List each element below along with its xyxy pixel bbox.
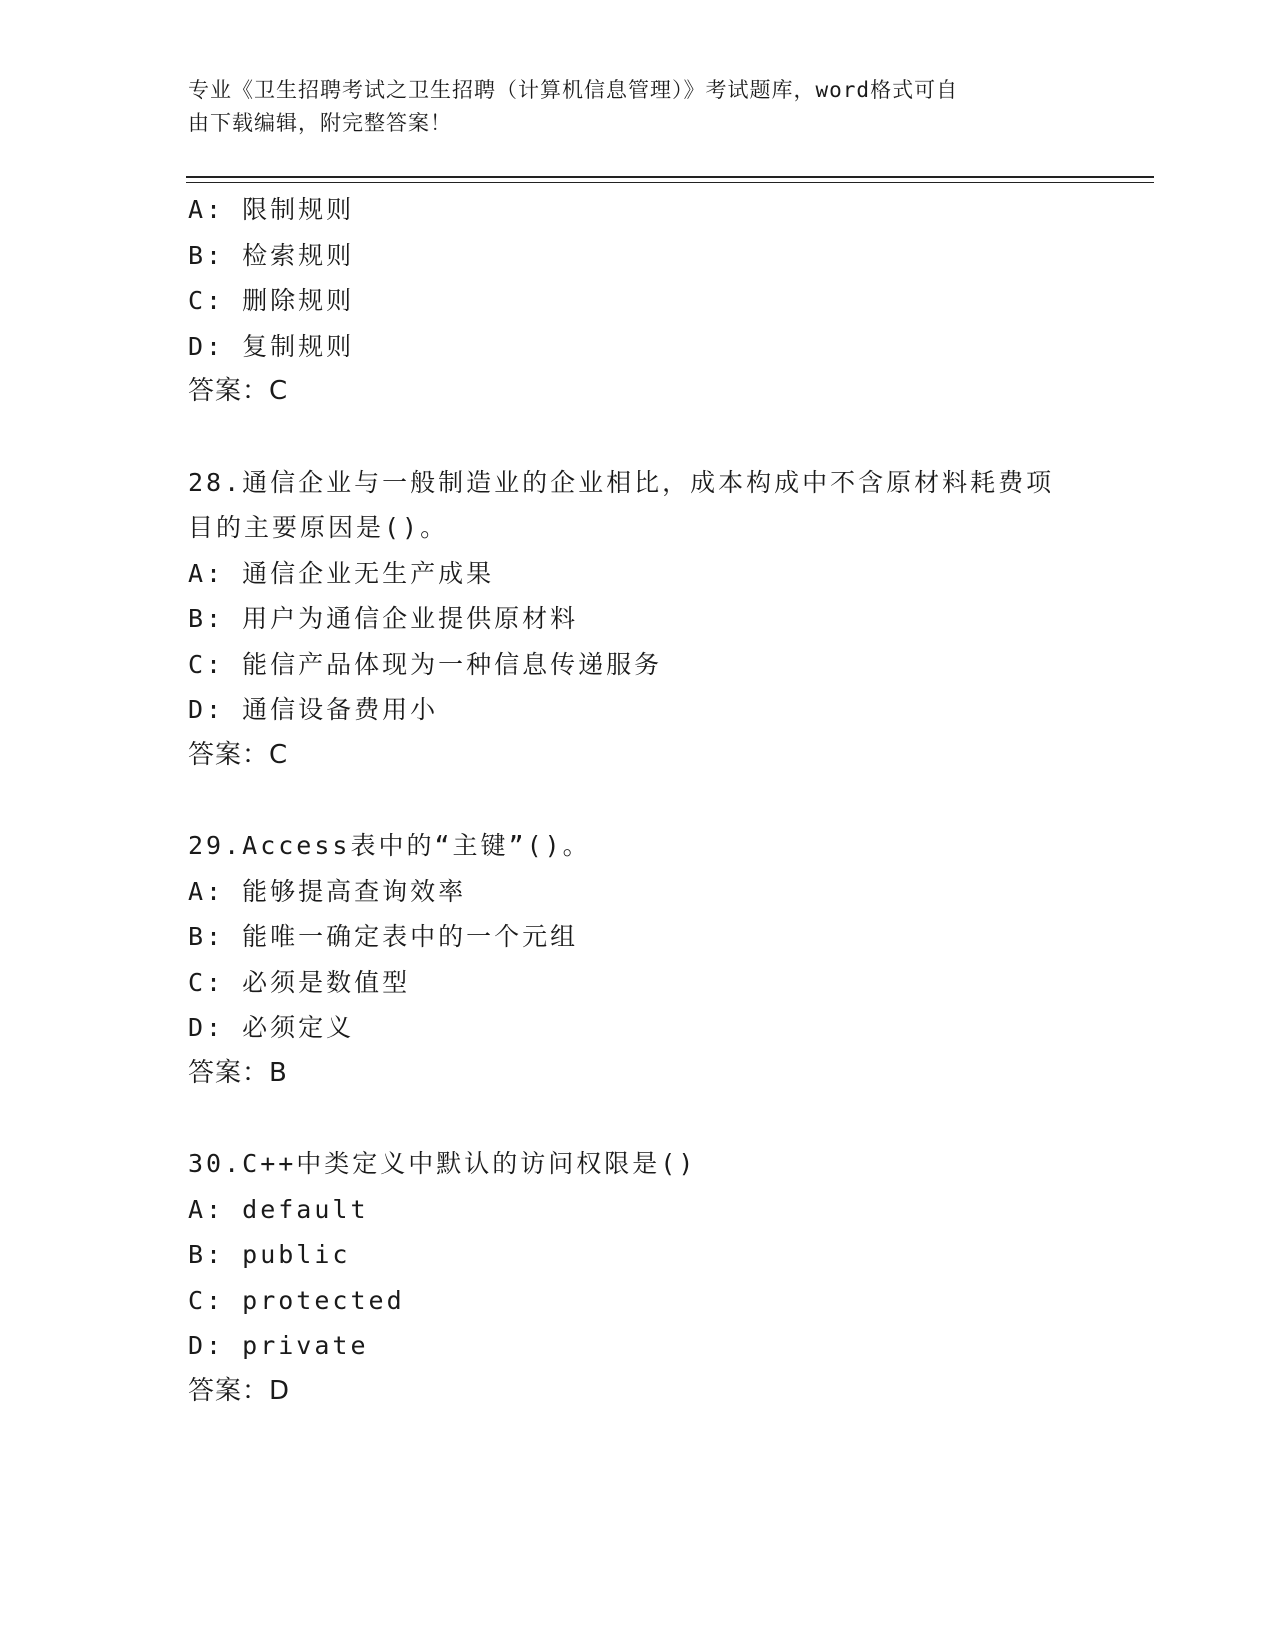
option-a: A: default	[188, 1194, 369, 1224]
option-b: B: 用户为通信企业提供原材料	[188, 604, 579, 633]
question-text: 29.Access表中的“主键”()。	[188, 831, 591, 860]
option-a: A: 限制规则	[188, 195, 355, 224]
spacer	[188, 778, 1088, 823]
answer-line: 答案：D	[188, 1375, 291, 1406]
spacer	[188, 415, 1088, 460]
option-d: D: private	[188, 1331, 369, 1360]
header-line-1: 专业《卫生招聘考试之卫生招聘（计算机信息管理）》考试题库，word格式可自	[188, 78, 959, 102]
option-c: C: 删除规则	[188, 286, 355, 315]
option-d: D: 必须定义	[188, 1013, 355, 1042]
header-divider	[186, 176, 1154, 183]
question-28-block	[188, 460, 1088, 779]
spacer	[188, 1096, 1088, 1141]
question-text: 28.通信企业与一般制造业的企业相比，成本构成中不含原材料耗费项	[188, 467, 1055, 497]
option-a: A: 通信企业无生产成果	[188, 558, 495, 588]
answer-line: 答案：B	[188, 1057, 288, 1088]
option-a: A: 能够提高查询效率	[188, 876, 467, 906]
option-c: C: 能信产品体现为一种信息传递服务	[188, 649, 663, 679]
question-text-continued: 目的主要原因是()。	[188, 513, 449, 542]
option-b: B: 检索规则	[188, 240, 355, 270]
answer-line: 答案：C	[188, 376, 289, 406]
question-text: 30.C++中类定义中默认的访问权限是()	[188, 1149, 697, 1178]
option-d: D: 复制规则	[188, 331, 355, 361]
answer-line: 答案：C	[188, 739, 289, 770]
question-content	[188, 187, 1088, 1414]
header-line-2: 由下载编辑，附完整答案！	[188, 111, 452, 135]
option-b: B: 能唯一确定表中的一个元组	[188, 922, 579, 951]
document-header	[188, 74, 1088, 140]
question-30-block	[188, 1141, 1088, 1414]
option-b: B: public	[188, 1240, 351, 1269]
question-29-block	[188, 823, 1088, 1096]
question-27-block	[188, 187, 1088, 415]
option-c: C: protected	[188, 1285, 405, 1315]
option-d: D: 通信设备费用小	[188, 695, 439, 724]
option-c: C: 必须是数值型	[188, 967, 411, 997]
